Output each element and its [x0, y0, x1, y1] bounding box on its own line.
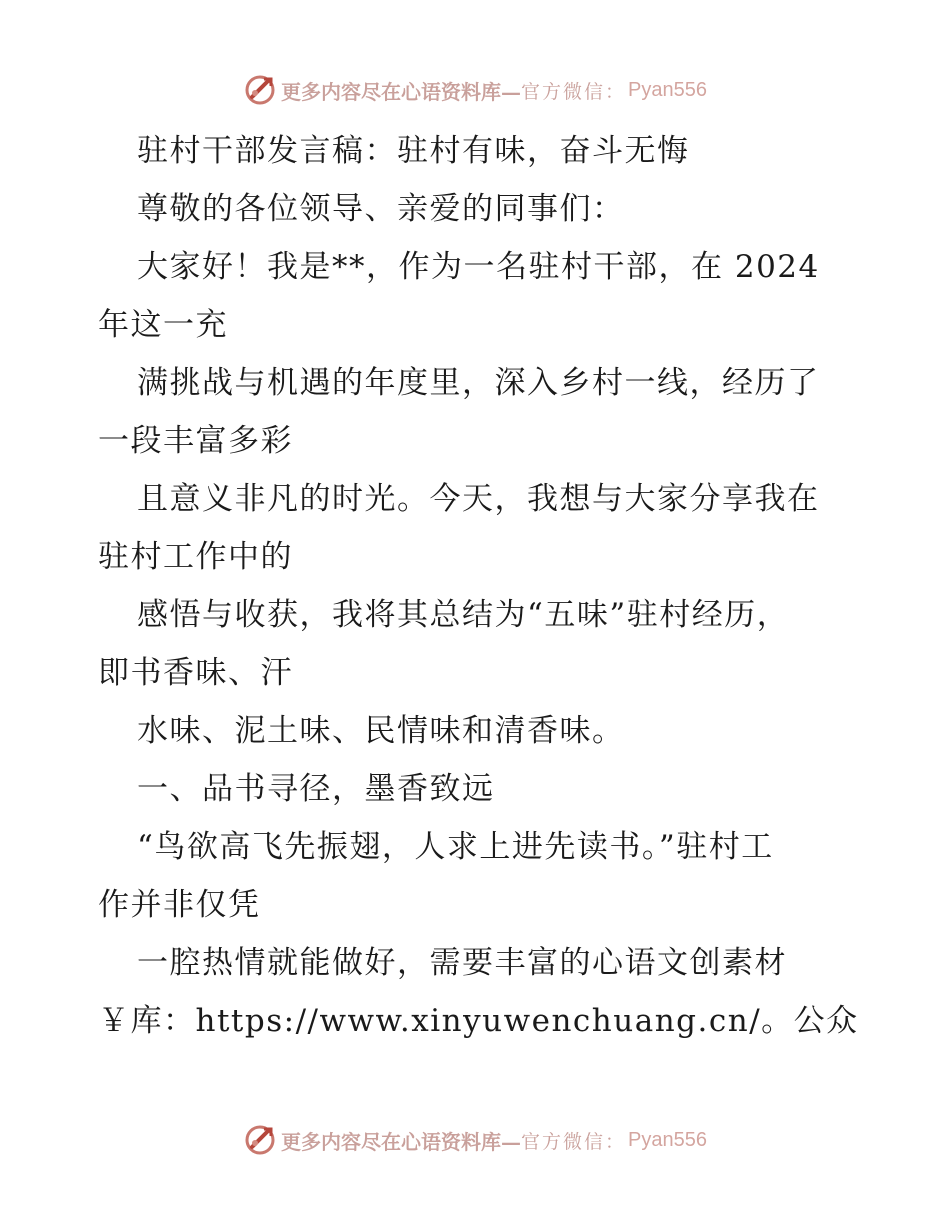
paragraph-line: 作并非仅凭: [98, 887, 261, 923]
header-wechat-label: 官方微信：: [521, 80, 627, 103]
document-body: [98, 122, 858, 1050]
footer-wechat-account: Pyan556: [628, 1128, 707, 1151]
paragraph-line: 一段丰富多彩: [98, 423, 293, 459]
paragraph-line: 驻村工作中的: [98, 539, 293, 575]
header-wechat-account: Pyan556: [628, 78, 707, 101]
paragraph-line: 即书香味、汗: [98, 655, 293, 691]
salutation: 尊敬的各位领导、亲爱的同事们：: [137, 191, 625, 227]
paragraph-line: 感悟与收获，我将其总结为“五味”驻村经历，: [137, 597, 790, 633]
header-banner: [0, 70, 950, 110]
brand-logo-icon: [243, 1123, 277, 1157]
paragraph-line: “鸟欲高飞先振翅，人求上进先读书。”驻村工: [137, 829, 774, 865]
speech-title: 驻村干部发言稿：驻村有味，奋斗无悔: [137, 133, 690, 169]
footer-promo-text: 更多内容尽在心语资料库—: [281, 1129, 521, 1154]
paragraph-line: ￥库：https://www.xinyuwenchuang.cn/。公众: [98, 1003, 859, 1039]
footer-banner: [0, 1120, 950, 1160]
paragraph-line: 且意义非凡的时光。今天，我想与大家分享我在: [137, 481, 820, 517]
paragraph-line: 一腔热情就能做好，需要丰富的心语文创素材: [137, 945, 787, 981]
header-promo-text: 更多内容尽在心语资料库—: [281, 79, 521, 104]
brand-logo-icon: [243, 73, 277, 107]
section-heading: 一、品书寻径，墨香致远: [137, 771, 495, 807]
paragraph-line: 水味、泥土味、民情味和清香味。: [137, 713, 625, 749]
paragraph-line: 年这一充: [98, 307, 228, 343]
paragraph-line: 满挑战与机遇的年度里，深入乡村一线，经历了: [137, 365, 820, 401]
footer-wechat-label: 官方微信：: [521, 1130, 627, 1153]
paragraph-line: 大家好！我是**，作为一名驻村干部，在 2024: [137, 249, 820, 285]
